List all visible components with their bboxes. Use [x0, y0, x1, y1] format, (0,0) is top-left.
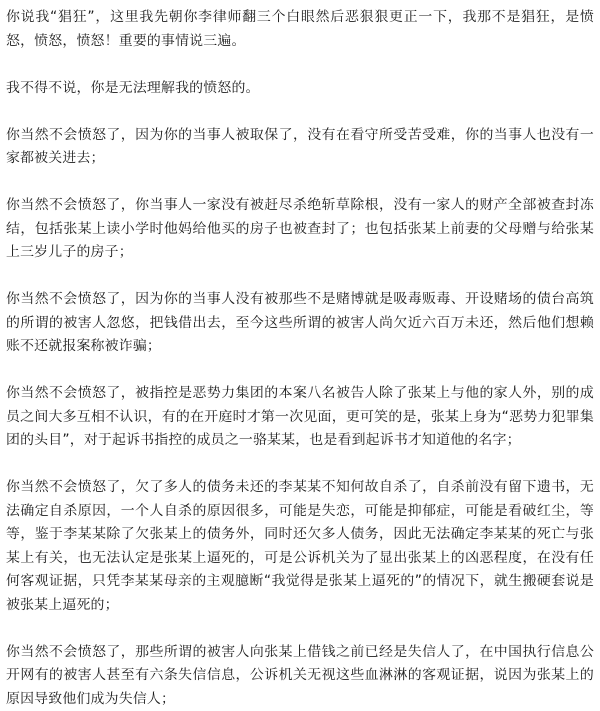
paragraph-correction: 你说我“猖狂”，这里我先朝你李律师翻三个白眼然后恶狠狠更正一下，我那不是猖狂，是愤怒，愤怒，愤怒！重要的事情说三遍。 [6, 6, 594, 53]
paragraph-bail: 你当然不会愤怒了，因为你的当事人被取保了，没有在看守所受苦受难，你的当事人也没有一家都被关进去； [6, 124, 594, 171]
paragraph-property-seized: 你当然不会愤怒了，你当事人一家没有被赶尽杀绝斩草除根，没有一家人的财产全部被查封冻结，包括张某上读小学时他妈给他买的房子也被查封了；也包括张某上前妻的父母赠与给张某上三岁儿子的房子； [6, 194, 594, 265]
paragraph-debtors: 你当然不会愤怒了，因为你的当事人没有被那些不是赌博就是吸毒贩毒、开设赌场的债台高筑的所谓的被害人忽悠，把钱借出去，至今这些所谓的被害人尚欠近六百万未还，然后他们想赖账不还就报案称被诈骗； [6, 288, 594, 359]
paragraph-gang-members: 你当然不会愤怒了，被指控是恶势力集团的本案八名被告人除了张某上与他的家人外，别的成员之间大多互相不认识，有的在开庭时才第一次见面，更可笑的是，张某上身为“恶势力犯罪集团的头目”，对于起诉书指控的成员之一骆某某，也是看到起诉书才知道他的名字； [6, 382, 594, 453]
article-body [6, 6, 594, 711]
paragraph-cannot-understand: 我不得不说，你是无法理解我的愤怒的。 [6, 77, 594, 101]
paragraph-dishonest-debtors: 你当然不会愤怒了，那些所谓的被害人向张某上借钱之前已经是失信人了，在中国执行信息公开网有的被害人甚至有六条失信信息，公诉机关无视这些血淋淋的客观证据，说因为张某上的原因导致他们成为失信人； [6, 641, 594, 711]
paragraph-suicide: 你当然不会愤怒了，欠了多人的债务未还的李某某不知何故自杀了，自杀前没有留下遗书，无法确定自杀原因，一个人自杀的原因很多，可能是失恋，可能是抑郁症，可能是看破红尘，等等，鉴于李某某除了欠张某上的债务外，同时还欠多人债务，因此无法确定李某某的死亡与张某上有关，也无法认定是张某上逼死的，可是公诉机关为了显出张某上的凶恶程度，在没有任何客观证据，只凭李某某母亲的主观臆断“我觉得是张某上逼死的”的情况下，就生搬硬套说是被张某上逼死的； [6, 476, 594, 617]
